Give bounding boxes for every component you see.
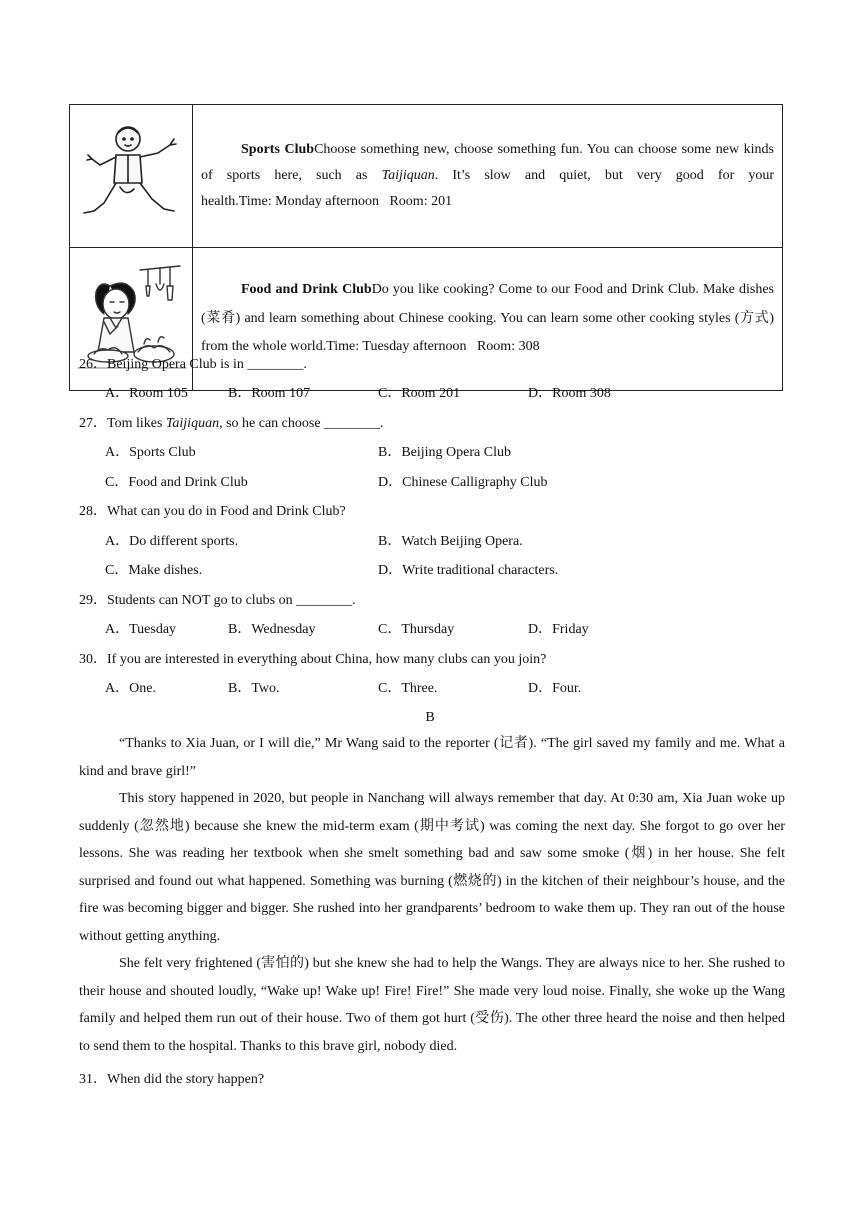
option-c: C．Room 201: [378, 386, 461, 401]
club-table: [69, 104, 783, 391]
option-c: C．Food and Drink Club: [105, 475, 248, 490]
option-d: D．Four.: [528, 681, 582, 696]
option-a: A．Do different sports.: [105, 534, 239, 549]
option-d: D．Friday: [528, 622, 589, 637]
option-b: B．Watch Beijing Opera.: [378, 534, 523, 549]
question-29: 29．Students can NOT go to clubs on ________.: [79, 593, 356, 608]
option-b: B．Beijing Opera Club: [378, 445, 511, 460]
option-b: B．Wednesday: [228, 622, 316, 637]
option-d: D．Write traditional characters.: [378, 563, 559, 578]
passage-paragraph: She felt very frightened (害怕的) but she knew she had to help the Wangs. They are always nice to her. She rushed to their house and shouted loudly, “Wake up! Wake up! Fire! Fire!” She made very loud noise. Finally, she woke up the Wang family and helped them run out of their house. Two of them got hurt (受伤). The other three heard the noise and then helped to send them to the hospital. Thanks to this brave girl, nobody died.: [79, 956, 785, 1054]
question-30: 30．If you are interested in everything about China, how many clubs can you join?: [79, 652, 547, 667]
club-name: Sports Club: [241, 142, 315, 157]
option-a: A．Room 105: [105, 386, 188, 401]
option-a: A．Sports Club: [105, 445, 196, 460]
club-name: Food and Drink Club: [241, 282, 372, 298]
reading-passage: [79, 730, 785, 1060]
question-28: 28．What can you do in Food and Drink Club?: [79, 504, 346, 519]
option-c: C．Thursday: [378, 622, 455, 637]
club-time: Time: Tuesday afternoon Room: 308: [326, 339, 540, 355]
option-b: B．Room 107: [228, 386, 311, 401]
option-d: D．Room 308: [528, 386, 611, 401]
club-row-sports: [70, 105, 783, 248]
question-27: 27．Tom likes Taijiquan, so he can choose ________.: [79, 416, 384, 431]
taichi-person-icon: [70, 113, 192, 235]
club-picture-cell: [70, 105, 193, 248]
option-d: D．Chinese Calligraphy Club: [378, 475, 548, 490]
option-a: A．One.: [105, 681, 156, 696]
option-c: C．Make dishes.: [105, 563, 203, 578]
passage-paragraph: This story happened in 2020, but people in Nanchang will always remember that day. At 0:30 am, Xia Juan woke up suddenly (忽然地) because she knew the mid-term exam (期中考试) was coming the next day. She forgot to go over her lessons. She was reading her textbook when she smelt something bad and saw some smoke (烟) in her house. She felt surprised and found out what happened. Something was burning (燃烧的) in the kitchen of their neighbour’s house, and the fire was becoming bigger and bigger. She rushed into her grandparents’ bedroom to wake them up. They ran out of the house without getting anything.: [79, 791, 785, 944]
question-26: 26．Beijing Opera Club is in ________.: [79, 357, 307, 372]
question-31: 31．When did the story happen?: [79, 1072, 265, 1087]
option-a: A．Tuesday: [105, 622, 177, 637]
section-heading-b: B: [425, 710, 435, 725]
club-description-food: Food and Drink ClubDo you like cooking? Come to our Food and Drink Club. Make dishes (菜肴) and learn something about Chinese cooking. You can learn some other cooking styles (方式) from the whole world.Time: Tuesday afternoon Room: 308: [193, 248, 783, 391]
club-time: Time: Monday afternoon Room: 201: [238, 194, 453, 209]
option-b: B．Two.: [228, 681, 280, 696]
club-description-sports: Sports ClubChoose something new, choose something fun. You can choose some new kinds of sports here, such as Taijiquan. It’s slow and quiet, but very good for your health.Time: Monday afternoon Room: 201: [193, 105, 783, 248]
option-c: C．Three.: [378, 681, 438, 696]
passage-paragraph: “Thanks to Xia Juan, or I will die,” Mr Wang said to the reporter (记者). “The girl saved my family and me. What a kind and brave girl!”: [79, 736, 785, 779]
